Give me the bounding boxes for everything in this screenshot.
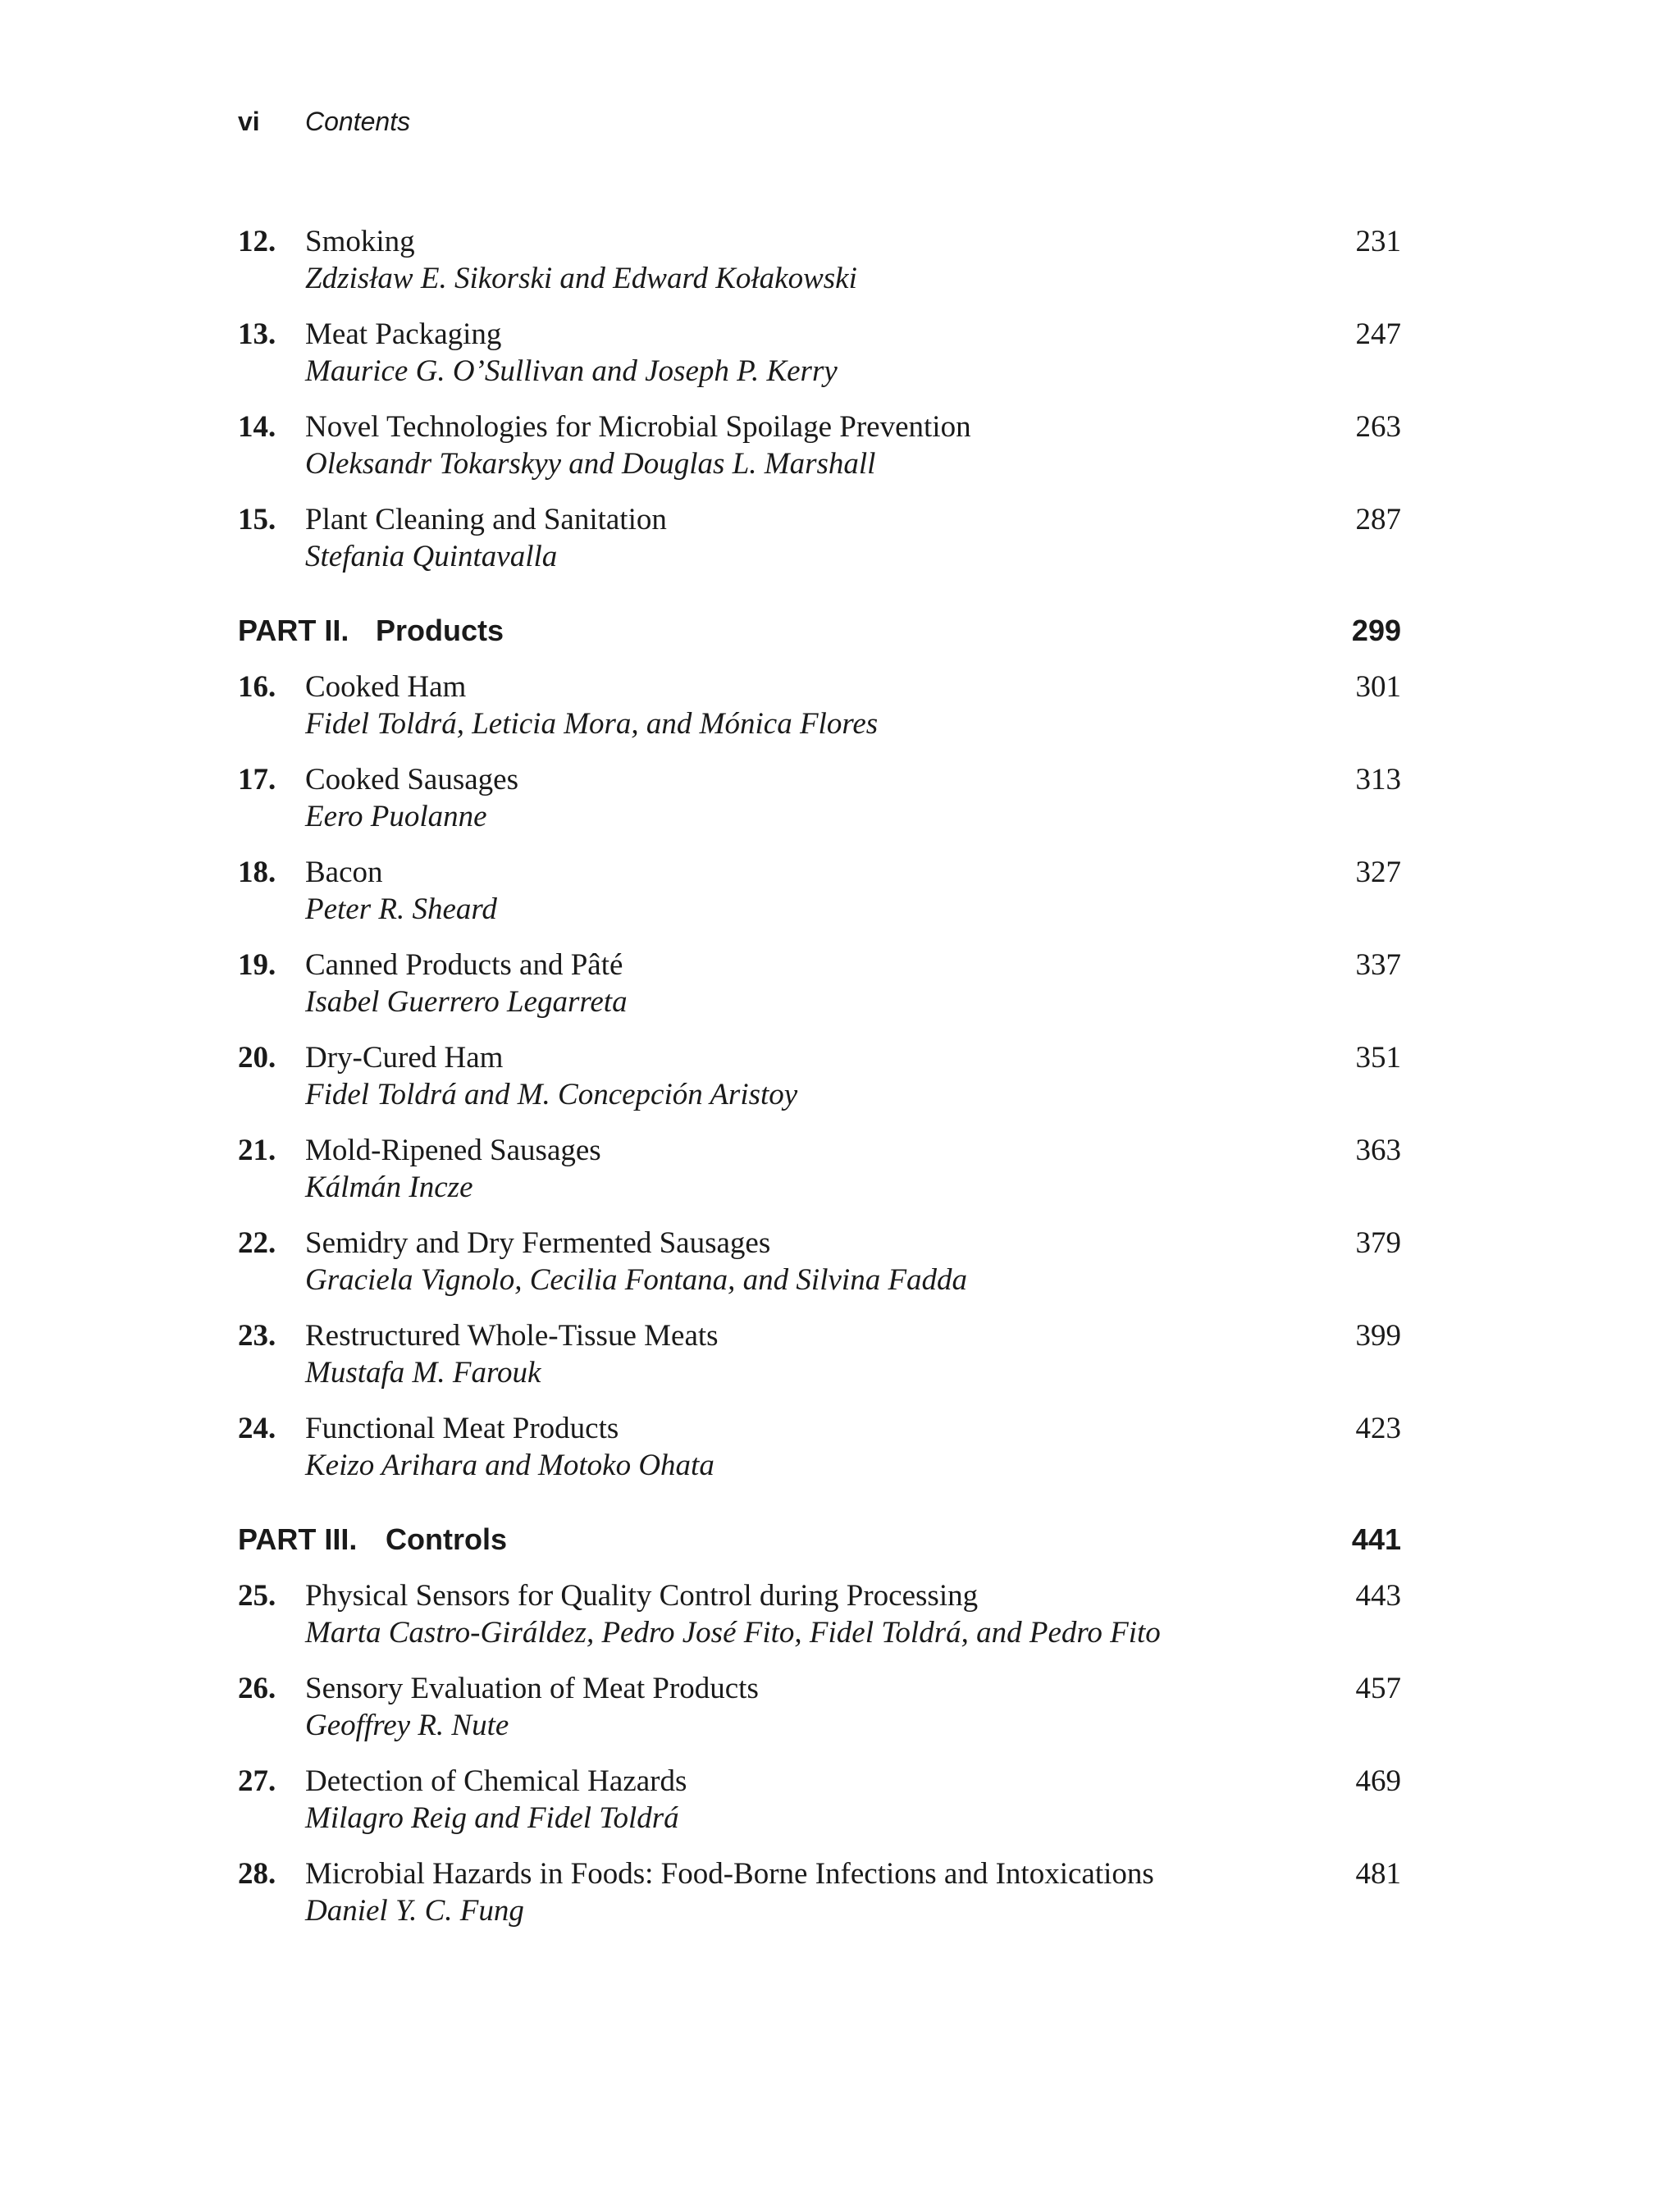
chapter-title: Functional Meat Products bbox=[305, 1412, 619, 1445]
chapter-title: Bacon bbox=[305, 856, 383, 889]
chapter-number: 16. bbox=[238, 670, 276, 704]
part-label: PART II. bbox=[238, 614, 349, 647]
chapter-number: 24. bbox=[238, 1412, 276, 1445]
chapter-page: 247 bbox=[1355, 317, 1401, 351]
chapter-number: 22. bbox=[238, 1226, 276, 1260]
chapter-title: Cooked Ham bbox=[305, 670, 467, 704]
chapter-page: 337 bbox=[1355, 948, 1401, 982]
toc-entry bbox=[238, 1132, 1401, 1207]
page-folio: vi bbox=[238, 107, 260, 136]
chapter-title: Plant Cleaning and Sanitation bbox=[305, 503, 667, 536]
toc-entry bbox=[238, 669, 1401, 744]
chapter-authors: Fidel Toldrá and M. Concepción Aristoy bbox=[305, 1078, 798, 1111]
toc-entry bbox=[238, 1670, 1401, 1746]
chapter-page: 263 bbox=[1355, 410, 1401, 444]
chapter-page: 231 bbox=[1355, 225, 1401, 258]
chapter-page: 363 bbox=[1355, 1134, 1401, 1167]
chapter-authors: Eero Puolanne bbox=[305, 800, 487, 833]
table-of-contents bbox=[238, 223, 1401, 1931]
toc-entry bbox=[238, 1225, 1401, 1300]
toc-entry bbox=[238, 854, 1401, 929]
chapter-page: 399 bbox=[1355, 1319, 1401, 1353]
toc-entry bbox=[238, 761, 1401, 837]
chapter-number: 28. bbox=[238, 1857, 276, 1891]
chapter-authors: Graciela Vignolo, Cecilia Fontana, and Silvina Fadda bbox=[305, 1263, 968, 1297]
chapter-number: 21. bbox=[238, 1134, 276, 1167]
chapter-number: 27. bbox=[238, 1764, 276, 1798]
chapter-title: Sensory Evaluation of Meat Products bbox=[305, 1672, 759, 1705]
chapter-title: Canned Products and Pâté bbox=[305, 948, 623, 982]
chapter-title: Mold-Ripened Sausages bbox=[305, 1134, 601, 1167]
toc-group-part2 bbox=[238, 669, 1401, 1485]
chapter-authors: Fidel Toldrá, Leticia Mora, and Mónica Flores bbox=[305, 707, 879, 741]
chapter-title: Smoking bbox=[305, 225, 415, 258]
toc-entry bbox=[238, 1577, 1401, 1653]
chapter-authors: Geoffrey R. Nute bbox=[305, 1709, 509, 1742]
part-title: Controls bbox=[386, 1522, 507, 1556]
chapter-number: 25. bbox=[238, 1579, 276, 1613]
toc-entry bbox=[238, 1039, 1401, 1115]
chapter-title: Semidry and Dry Fermented Sausages bbox=[305, 1226, 771, 1260]
chapter-page: 481 bbox=[1355, 1857, 1401, 1891]
chapter-authors: Mustafa M. Farouk bbox=[305, 1356, 541, 1390]
chapter-authors: Marta Castro-Giráldez, Pedro José Fito, Fidel Toldrá, and Pedro Fito bbox=[305, 1616, 1161, 1650]
toc-entry bbox=[238, 501, 1401, 577]
toc-group-part1 bbox=[238, 223, 1401, 577]
chapter-title: Physical Sensors for Quality Control during Processing bbox=[305, 1579, 979, 1613]
chapter-number: 12. bbox=[238, 225, 276, 258]
chapter-authors: Zdzisław E. Sikorski and Edward Kołakowski bbox=[305, 262, 857, 295]
chapter-title: Restructured Whole-Tissue Meats bbox=[305, 1319, 719, 1353]
part-page: 441 bbox=[1351, 1522, 1401, 1556]
toc-entry bbox=[238, 316, 1401, 391]
chapter-page: 287 bbox=[1355, 503, 1401, 536]
chapter-title: Cooked Sausages bbox=[305, 763, 518, 796]
chapter-title: Microbial Hazards in Foods: Food-Borne Infections and Intoxications bbox=[305, 1857, 1154, 1891]
toc-group-part3 bbox=[238, 1577, 1401, 1931]
running-head bbox=[238, 105, 410, 138]
chapter-number: 26. bbox=[238, 1672, 276, 1705]
chapter-page: 443 bbox=[1355, 1579, 1401, 1613]
toc-entry bbox=[238, 223, 1401, 299]
chapter-title: Detection of Chemical Hazards bbox=[305, 1764, 687, 1798]
chapter-page: 423 bbox=[1355, 1412, 1401, 1445]
chapter-page: 327 bbox=[1355, 856, 1401, 889]
part-heading bbox=[238, 1521, 1401, 1558]
toc-entry bbox=[238, 1410, 1401, 1485]
toc-entry bbox=[238, 408, 1401, 484]
chapter-authors: Kálmán Incze bbox=[305, 1171, 473, 1204]
chapter-authors: Milagro Reig and Fidel Toldrá bbox=[305, 1801, 679, 1835]
part-title: Products bbox=[376, 614, 504, 647]
toc-entry bbox=[238, 947, 1401, 1022]
chapter-number: 13. bbox=[238, 317, 276, 351]
chapter-title: Meat Packaging bbox=[305, 317, 502, 351]
chapter-number: 18. bbox=[238, 856, 276, 889]
chapter-page: 457 bbox=[1355, 1672, 1401, 1705]
chapter-number: 20. bbox=[238, 1041, 276, 1075]
chapter-authors: Stefania Quintavalla bbox=[305, 540, 558, 573]
chapter-authors: Oleksandr Tokarskyy and Douglas L. Marshall bbox=[305, 447, 876, 481]
chapter-title: Dry-Cured Ham bbox=[305, 1041, 504, 1075]
running-head-section: Contents bbox=[305, 107, 411, 136]
chapter-number: 19. bbox=[238, 948, 276, 982]
chapter-authors: Isabel Guerrero Legarreta bbox=[305, 985, 628, 1019]
chapter-number: 14. bbox=[238, 410, 276, 444]
toc-entry bbox=[238, 1317, 1401, 1393]
chapter-page: 379 bbox=[1355, 1226, 1401, 1260]
part-label: PART III. bbox=[238, 1522, 358, 1556]
chapter-authors: Daniel Y. C. Fung bbox=[305, 1894, 524, 1928]
chapter-number: 23. bbox=[238, 1319, 276, 1353]
chapter-authors: Keizo Arihara and Motoko Ohata bbox=[305, 1449, 714, 1482]
chapter-page: 469 bbox=[1355, 1764, 1401, 1798]
chapter-title: Novel Technologies for Microbial Spoilage Prevention bbox=[305, 410, 971, 444]
toc-entry bbox=[238, 1855, 1401, 1931]
part-page: 299 bbox=[1351, 614, 1401, 647]
chapter-page: 301 bbox=[1355, 670, 1401, 704]
toc-entry bbox=[238, 1763, 1401, 1838]
chapter-authors: Maurice G. O’Sullivan and Joseph P. Kerry bbox=[305, 354, 838, 388]
chapter-authors: Peter R. Sheard bbox=[305, 892, 497, 926]
chapter-number: 17. bbox=[238, 763, 276, 796]
chapter-page: 313 bbox=[1355, 763, 1401, 796]
chapter-number: 15. bbox=[238, 503, 276, 536]
part-heading bbox=[238, 612, 1401, 650]
chapter-page: 351 bbox=[1355, 1041, 1401, 1075]
